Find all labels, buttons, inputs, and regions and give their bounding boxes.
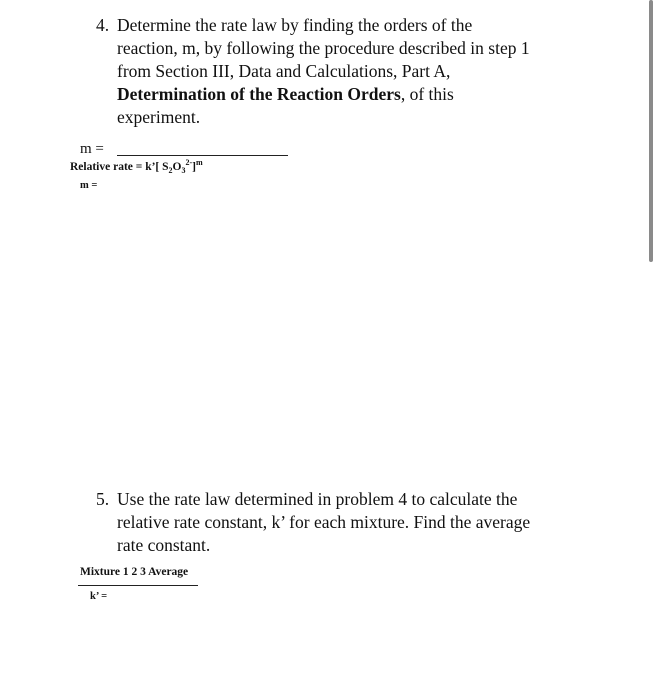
relative-rate-sub-2: 3 — [181, 166, 186, 176]
question-4-line-4-rest: , of this — [400, 84, 454, 104]
question-5-number: 5. — [96, 489, 110, 509]
question-4 — [96, 14, 530, 129]
question-4-bold-heading: Determination of the Reaction Orders — [117, 84, 401, 104]
question-5-line-3: rate constant. — [117, 535, 211, 555]
m-answer-field — [80, 141, 104, 158]
relative-rate-close: ] — [192, 160, 196, 173]
m-small-label: m = — [80, 180, 98, 191]
mixture-table-k-row-label: k’ = — [90, 591, 108, 602]
question-4-line-2: reaction, m, by following the procedure described in step 1 — [117, 38, 530, 58]
relative-rate-sub-1: 2 — [168, 166, 173, 176]
question-4-line-4 — [96, 83, 530, 106]
question-4-line-1: Determine the rate law by finding the orders of the — [117, 15, 473, 35]
m-answer-blank-line — [117, 155, 288, 156]
question-5 — [96, 488, 530, 557]
relative-rate-charge: 2- — [185, 158, 193, 167]
question-5-line-1: Use the rate law determined in problem 4 to calculate the — [117, 489, 518, 509]
question-5-line-2: relative rate constant, k’ for each mixture. Find the average — [117, 512, 531, 532]
relative-rate-prefix: Relative rate = k’[ S — [70, 160, 169, 173]
relative-rate-oxygen: O — [172, 160, 182, 173]
vertical-scrollbar[interactable] — [649, 0, 653, 262]
question-4-line-3: from Section III, Data and Calculations, Part A, — [117, 61, 451, 81]
mixture-table-header: Mixture 1 2 3 Average — [80, 566, 189, 578]
m-answer-label: m = — [80, 141, 104, 157]
question-4-number: 4. — [96, 15, 110, 35]
relative-rate-equation — [70, 158, 203, 175]
question-4-line-5: experiment. — [117, 107, 201, 127]
mixture-table-rule — [78, 585, 198, 586]
relative-rate-exponent: m — [196, 158, 203, 167]
